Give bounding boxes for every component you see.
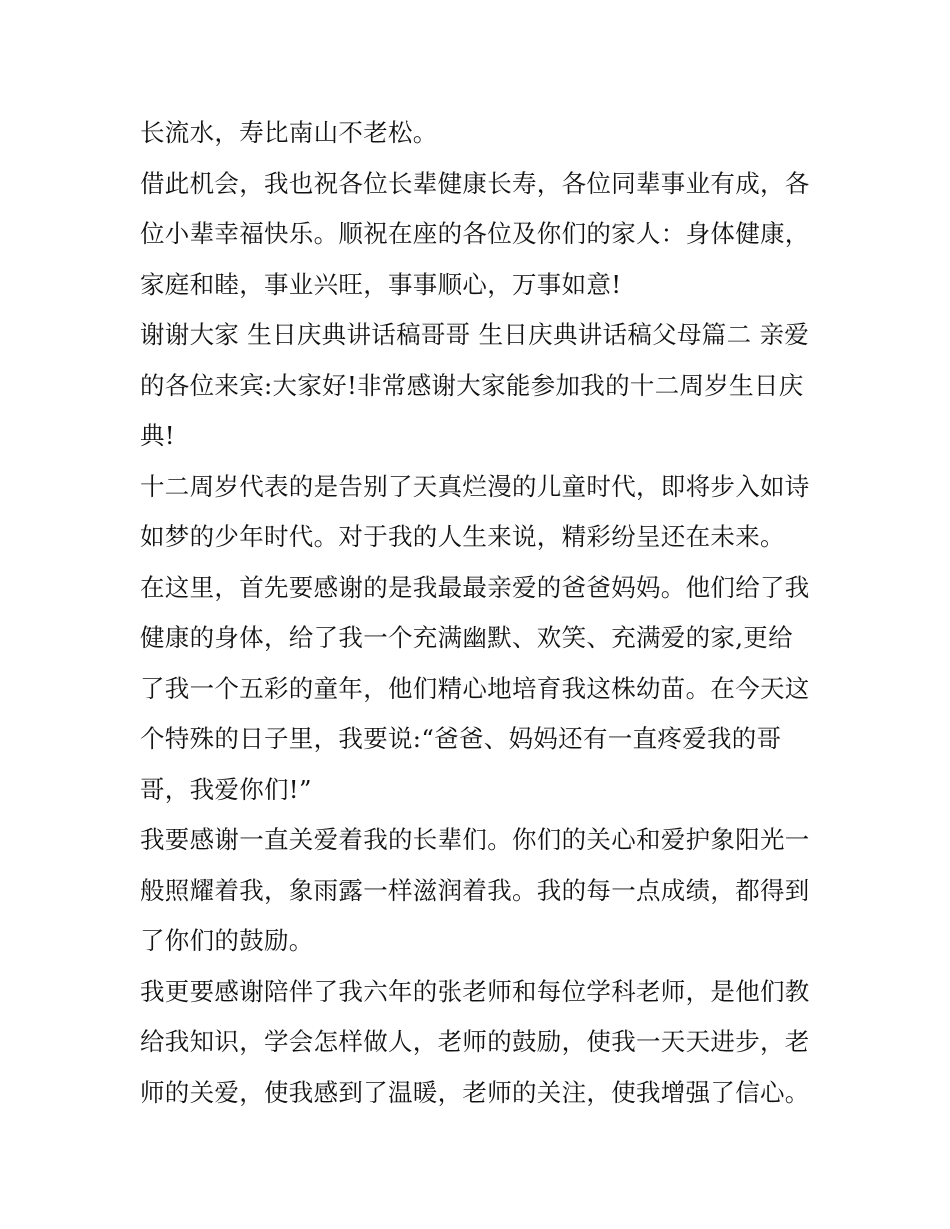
text-line: 典! [140,421,175,450]
text-line: 给我知识，学会怎样做人，老师的鼓励，使我一天天进步，老 [140,1027,810,1056]
text-line: 借此机会，我也祝各位长辈健康长寿，各位同辈事业有成，各 [140,168,810,198]
text-line: 的各位来宾:大家好!非常感谢大家能参加我的十二周岁生日庆 [140,370,804,400]
text-line: 健康的身体，给了我一个充满幽默、欢笑、充满爱的家,更给 [140,623,793,652]
text-line: 了你们的鼓励。 [140,926,314,955]
text-line: 位小辈幸福快乐。顺祝在座的各位及你们的家人：身体健康， [140,219,810,248]
speech-text [140,108,820,1118]
text-line: 在这里，首先要感谢的是我最最亲爱的爸爸妈妈。他们给了我 [140,572,810,602]
text-line: 个特殊的日子里，我要说:“爸爸、妈妈还有一直疼爱我的哥 [140,724,782,753]
text-line: 师的关爱，使我感到了温暖，老师的关注，使我增强了信心。 [140,1077,810,1107]
text-line: 谢谢大家 生日庆典讲话稿哥哥 生日庆典讲话稿父母篇二 亲爱 [140,320,810,349]
text-line: 家庭和睦，事业兴旺，事事顺心，万事如意! [140,269,622,299]
text-line: 如梦的少年时代。对于我的人生来说，精彩纷呈还在未来。 [140,522,785,551]
text-line: 十二周岁代表的是告别了天真烂漫的儿童时代，即将步入如诗 [140,471,810,501]
text-line: 般照耀着我，象雨露一样滋润着我。我的每一点成绩，都得到 [140,875,810,905]
text-line: 长流水，寿比南山不老松。 [140,118,438,147]
text-line: 了我一个五彩的童年，他们精心地培育我这株幼苗。在今天这 [140,673,810,703]
text-line: 我更要感谢陪伴了我六年的张老师和每位学科老师，是他们教 [140,976,810,1006]
text-line: 哥，我爱你们!” [140,774,312,804]
text-line: 我要感谢一直关爱着我的长辈们。你们的关心和爱护象阳光一 [140,825,810,854]
